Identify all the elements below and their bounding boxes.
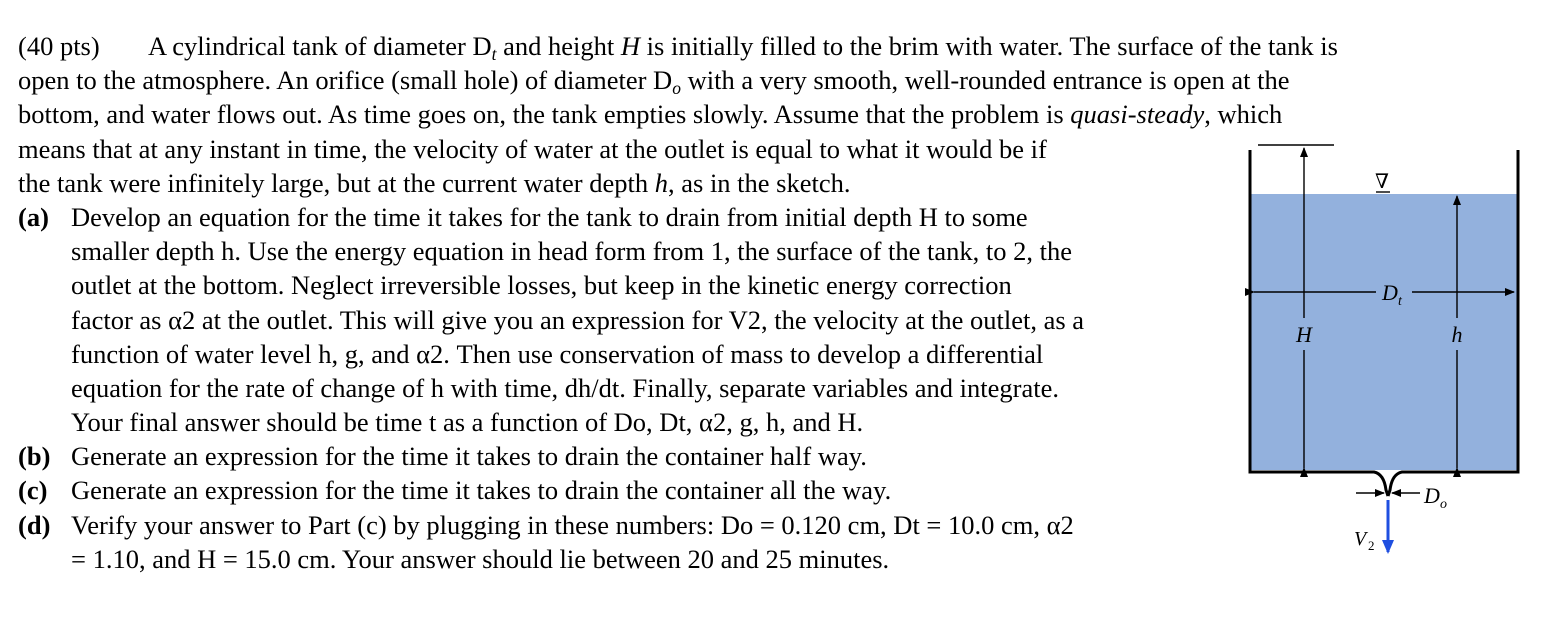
problem-line-3: bottom, and water flows out. As time goes on, the tank empties slowly. Assume that the problem is quasi-steady, which bbox=[18, 99, 1283, 130]
points-label: (40 pts) bbox=[18, 31, 100, 61]
part-b-label: (b) bbox=[18, 441, 51, 472]
part-d-line: Verify your answer to Part (c) by plugging in these numbers: Do = 0.120 cm, Dt = 10.0 cm, α2 bbox=[71, 509, 1074, 540]
label-h: h bbox=[1451, 322, 1463, 347]
label-V2: V bbox=[1354, 528, 1367, 550]
part-a-line: Your final answer should be time t as a function of Do, Dt, α2, g, h, and H. bbox=[71, 407, 864, 438]
part-c-line: Generate an expression for the time it takes to drain the container all the way. bbox=[71, 475, 892, 506]
problem-line-1: (40 pts) A cylindrical tank of diameter $D_t$ and height H is initially filled to the brim with water. The surface of the tank is bbox=[18, 31, 1338, 65]
part-d-label: (d) bbox=[18, 509, 51, 540]
label-Dt-sub: t bbox=[1398, 294, 1402, 309]
part-a-line: smaller depth h. Use the energy equation in head form from 1, the surface of the tank, to 2, the bbox=[71, 236, 1073, 267]
free-surface-icon: ∇ bbox=[1375, 171, 1389, 193]
label-Do: D bbox=[1424, 483, 1440, 508]
problem-line-2: open to the atmosphere. An orifice (small hole) of diameter $D_o$ with a very smooth, well-rounded entrance is open at the bbox=[18, 65, 1290, 99]
part-a-line: factor as α2 at the outlet. This will give you an expression for V2, the velocity at the outlet, as a bbox=[71, 304, 1085, 335]
part-a-line: outlet at the bottom. Neglect irreversible losses, but keep in the kinetic energy correction bbox=[71, 270, 1012, 301]
part-d-line: = 1.10, and H = 15.0 cm. Your answer should lie between 20 and 25 minutes. bbox=[71, 543, 890, 574]
label-Do-sub: o bbox=[1440, 497, 1447, 512]
water-body bbox=[1250, 194, 1518, 470]
tank-sketch bbox=[1236, 138, 1536, 568]
tank-sketch-svg bbox=[1236, 138, 1536, 568]
part-b-line: Generate an expression for the time it takes to drain the container half way. bbox=[71, 441, 867, 472]
part-a-line: equation for the rate of change of h with time, dh/dt. Finally, separate variables and integrate. bbox=[71, 372, 1060, 403]
problem-line-4: means that at any instant in time, the velocity of water at the outlet is equal to what it would be if bbox=[18, 133, 1047, 164]
part-a-line: Develop an equation for the time it takes for the tank to drain from initial depth H to some bbox=[71, 201, 1028, 232]
part-a-line: function of water level h, g, and α2. Then use conservation of mass to develop a differential bbox=[71, 338, 1044, 369]
label-V2-sub: 2 bbox=[1368, 538, 1375, 553]
part-a-label: (a) bbox=[18, 201, 49, 232]
label-Dt: D bbox=[1382, 280, 1398, 305]
label-H: H bbox=[1296, 322, 1312, 347]
problem-line-5: the tank were infinitely large, but at the current water depth h, as in the sketch. bbox=[18, 167, 851, 198]
part-c-label: (c) bbox=[18, 475, 48, 506]
